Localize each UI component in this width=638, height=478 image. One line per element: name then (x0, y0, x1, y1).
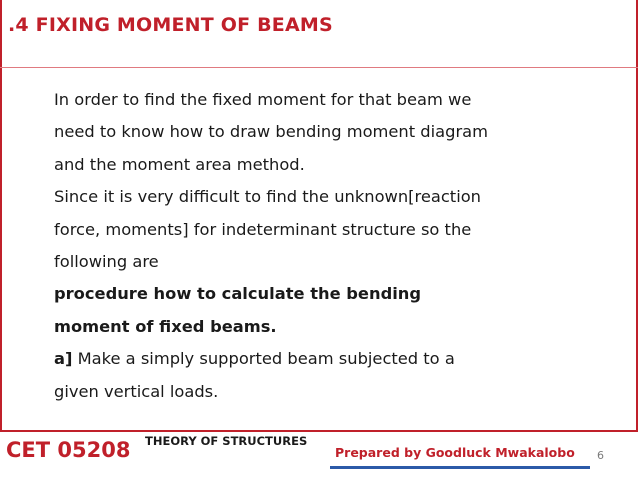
slide-left-border (0, 0, 2, 430)
body-line (54, 181, 614, 213)
page-number: 6 (597, 449, 604, 462)
step-marker: a] (54, 349, 73, 369)
body-line-text: given vertical loads. (54, 381, 219, 401)
body-line (54, 376, 614, 408)
body-line (54, 149, 614, 181)
body-line-emphasis (54, 278, 614, 310)
body-line-text: force, moments] for indeterminant structure so the (54, 219, 472, 239)
body-line-text: moment of fixed beams. (54, 316, 277, 336)
title-divider (0, 67, 638, 68)
body-line-text: need to know how to draw bending moment diagram (54, 122, 489, 142)
body-line (54, 84, 614, 116)
body-line (54, 246, 614, 278)
body-line (54, 343, 614, 375)
body-line-text: In order to find the fixed moment for that beam we (54, 90, 472, 109)
body-line-emphasis (54, 311, 614, 343)
course-subject: THEORY OF STRUCTURES (145, 434, 308, 448)
footer-divider (0, 430, 638, 432)
body-line-text: procedure how to calculate the bending (54, 284, 422, 304)
slide-title: .4 FIXING MOMENT OF BEAMS (8, 14, 333, 36)
body-line-text: Make a simply supported beam subjected to a (72, 349, 455, 369)
body-line (54, 116, 614, 148)
body-line (54, 214, 614, 246)
footer-accent-rule (330, 466, 590, 469)
author-credit: Prepared by Goodluck Mwakalobo (335, 445, 575, 460)
body-line-text: following are (54, 251, 159, 271)
course-code: CET 05208 (6, 438, 131, 462)
body-line-text: Since it is very difficult to find the unknown[reaction (54, 187, 481, 207)
body-line-text: and the moment area method. (54, 154, 305, 174)
slide-body (54, 84, 614, 408)
